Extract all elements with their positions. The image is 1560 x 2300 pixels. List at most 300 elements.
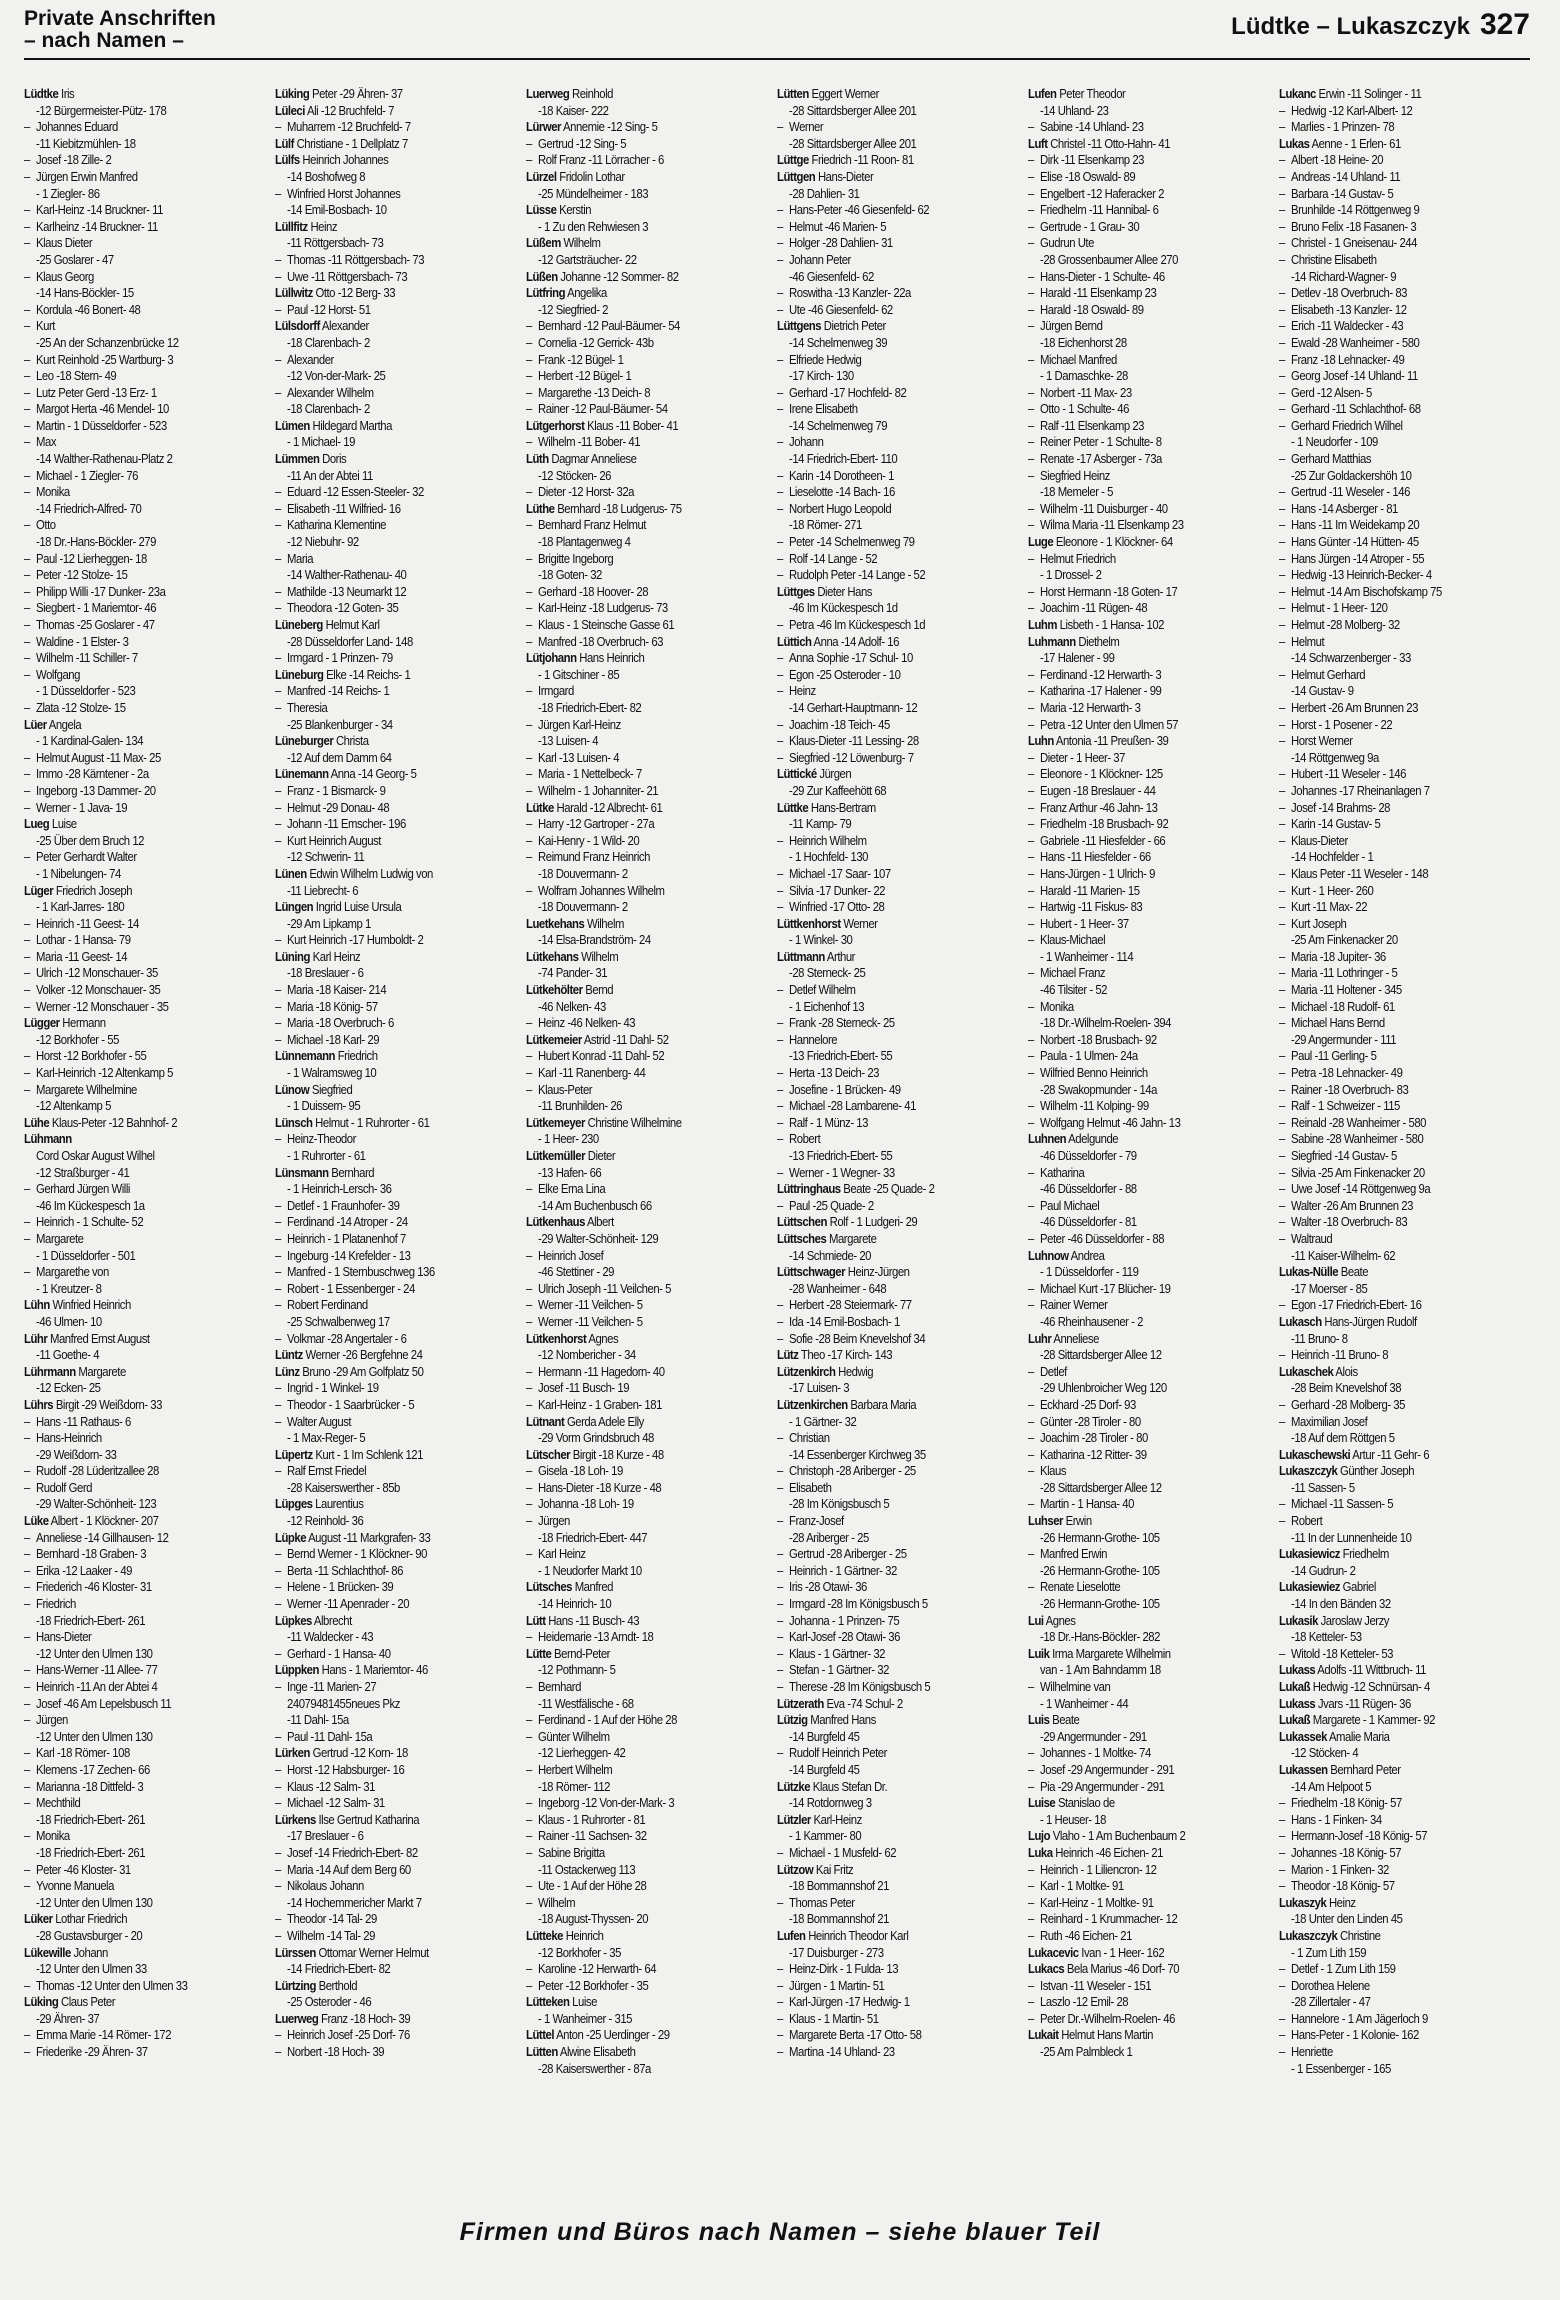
entry-details: Bruno Felix -18 Fasanen- 3 (1291, 218, 1417, 234)
sub-entry (1028, 1895, 1240, 1912)
sub-entry (24, 1978, 236, 1995)
sub-entry (777, 982, 989, 999)
continuation-line: -25 An der Schanzenbrücke 12 (36, 334, 179, 350)
entry-details: Rolf -14 Lange - 52 (789, 550, 878, 566)
surname-entry (777, 1181, 989, 1198)
entry-details: Hans Jürgen -14 Atroper - 55 (1291, 550, 1425, 566)
dash-marker: – (526, 1496, 532, 1512)
entry-details: Christel - 1 Gneisenau- 244 (1291, 235, 1417, 251)
entry-details: Elke -14 Reichs- 1 (323, 666, 411, 682)
continuation-line: -11 Goethe- 4 (36, 1347, 100, 1363)
entry-details: Maria -11 Lothringer - 5 (1291, 965, 1398, 981)
sub-entry (24, 634, 236, 651)
surname: Lütteken (526, 1994, 570, 2010)
entry-details: Alexander (287, 351, 334, 367)
surname-entry (275, 766, 487, 783)
entry-details: Ferdinand - 1 Auf der Höhe 28 (538, 1712, 677, 1728)
dash-marker: – (1028, 782, 1034, 798)
surname-entry (777, 584, 989, 601)
sub-entry (1279, 1148, 1491, 1165)
entry-details: Dorothea Helene (1291, 1977, 1370, 1993)
entry-details: Robert (789, 1131, 821, 1147)
dash-marker: – (777, 301, 783, 317)
entry-details: Michael -18 Rudolf- 61 (1291, 998, 1395, 1014)
entry-details: Georg Josef -14 Uhland- 11 (1291, 368, 1418, 384)
continuation-line: 24079481455neues Pkz (287, 1695, 400, 1711)
dash-marker: – (275, 185, 281, 201)
entry-details: Peter Gerhardt Walter (36, 849, 137, 865)
surname: Luerweg (526, 86, 570, 101)
dash-marker: – (1279, 285, 1285, 301)
dash-marker: – (777, 1297, 783, 1313)
sub-entry (275, 551, 487, 568)
surname: Lüttich (777, 633, 812, 649)
entry-details: Istvan -11 Weseler - 151 (1040, 1977, 1152, 1993)
sub-entry (275, 1131, 487, 1148)
continuation-line: -18 Friedrich-Ebert- 82 (538, 699, 642, 715)
sub-entry (526, 551, 738, 568)
entry-details: Detlef - 1 Zum Lith 159 (1291, 1961, 1396, 1977)
dash-marker: – (24, 168, 30, 184)
entry-details: Reiner Peter - 1 Schulte- 8 (1040, 434, 1162, 450)
entry-details: Norbert Hugo Leopold (789, 500, 892, 516)
entry-details: Eduard -12 Essen-Steeler- 32 (287, 484, 424, 500)
entry-details: Michael -11 Sassen- 5 (1291, 1496, 1394, 1512)
dash-marker: – (1279, 334, 1285, 350)
continuation-line: -28 Dahlien- 31 (789, 185, 860, 201)
entry-details: Karl Heinz (309, 948, 361, 964)
sub-entry (1279, 235, 1491, 252)
dash-marker: – (24, 467, 30, 483)
sub-entry (1028, 866, 1240, 883)
dash-marker: – (275, 119, 281, 135)
sub-entry (1028, 1911, 1240, 1928)
sub-entry (1028, 418, 1240, 435)
entry-details: Ivan - 1 Heer- 162 (1078, 1944, 1165, 1960)
surname: Lütz (777, 1347, 799, 1363)
dash-marker: – (1028, 965, 1034, 981)
sub-entry (1028, 302, 1240, 319)
surname: Lüking (275, 86, 310, 101)
sub-entry (1028, 1430, 1240, 1447)
entry-details: Astrid -11 Dahl- 52 (581, 1031, 669, 1047)
continuation-line: - 1 Kreutzer- 8 (36, 1280, 102, 1296)
dash-marker: – (1028, 1280, 1034, 1296)
dash-marker: – (24, 567, 30, 583)
dash-marker: – (1028, 1778, 1034, 1794)
dash-marker: – (24, 650, 30, 666)
entry-details: Johann (789, 434, 824, 450)
surname-entry (24, 1297, 236, 1314)
dash-marker: – (1028, 1745, 1034, 1761)
surname-entry (777, 1397, 989, 1414)
surname-entry (275, 136, 487, 153)
entry-details: Bernd-Peter (551, 1645, 610, 1661)
surname-entry (275, 418, 487, 435)
surname: Luge (1028, 534, 1054, 550)
sub-entry (1279, 1513, 1491, 1530)
entry-details: Zlata -12 Stolze- 15 (36, 699, 126, 715)
sub-entry (777, 302, 989, 319)
dash-marker: – (1279, 948, 1285, 964)
sub-entry (1028, 1115, 1240, 1132)
continuation-line: van - 1 Am Bahndamm 18 (1040, 1662, 1161, 1678)
continuation-line: -46 Im Kückespesch 1a (36, 1197, 145, 1213)
entry-details: Klemens -17 Zechen- 66 (36, 1761, 150, 1777)
entry-details: Franz Arthur -46 Jahn- 13 (1040, 799, 1158, 815)
entry-details: Kurt Joseph (1291, 915, 1347, 931)
sub-entry (24, 1563, 236, 1580)
page-number: 327 (1479, 8, 1530, 41)
entry-details: Walter August (287, 1413, 352, 1429)
dash-marker: – (526, 617, 532, 632)
surname: Lünnemann (275, 1048, 336, 1064)
sub-entry (1028, 1878, 1240, 1895)
surname-entry (1028, 136, 1240, 153)
continuation-line: -18 Friedrich-Ebert- 261 (36, 1844, 146, 1860)
entry-details: Kai-Henry - 1 Wild- 20 (538, 832, 640, 848)
surname-entry (526, 1214, 738, 1231)
surname: Lünsmann (275, 1164, 329, 1180)
dash-marker: – (24, 1579, 30, 1595)
continuation-line: -11 Westfälische - 68 (538, 1695, 634, 1711)
dash-marker: – (777, 1031, 783, 1047)
sub-entry (1279, 999, 1491, 1016)
entry-details: Manfred -14 Reichs- 1 (287, 683, 390, 699)
dash-marker: – (275, 1230, 281, 1246)
sub-entry (24, 385, 236, 402)
sub-entry (526, 1181, 738, 1198)
entry-details: Herbert -12 Bügel- 1 (538, 368, 632, 384)
entry-details: Winfried Horst Johannes (287, 185, 401, 201)
entry-details: Birgit -29 Weißdorn- 33 (53, 1396, 162, 1412)
continuation-line: -12 Auf dem Damm 64 (287, 749, 392, 765)
surname: Lukasiewiez (1279, 1579, 1340, 1595)
continuation-line: -18 Bommannshof 21 (789, 1911, 889, 1927)
surname-entry (275, 86, 487, 103)
sub-entry (777, 1895, 989, 1912)
sub-entry (777, 1646, 989, 1663)
entry-details: Peter Dr.-Wilhelm-Roelen- 46 (1040, 2010, 1175, 2026)
sub-entry (1028, 517, 1240, 534)
entry-details: Karl-Heinz -18 Ludgerus- 73 (538, 600, 668, 616)
entry-details: Norbert -18 Hoch- 39 (287, 2044, 385, 2060)
dash-marker: – (275, 1463, 281, 1479)
dash-marker: – (1279, 2027, 1285, 2043)
dash-marker: – (777, 1961, 783, 1977)
sub-entry (275, 1414, 487, 1431)
sub-entry (24, 617, 236, 634)
sub-entry (1279, 883, 1491, 900)
entry-details: Joachim -18 Teich- 45 (789, 716, 890, 732)
sub-entry (526, 1314, 738, 1331)
entry-details: Werner -26 Bergfehne 24 (302, 1347, 423, 1363)
sub-entry (275, 1928, 487, 1945)
sub-entry (1028, 849, 1240, 866)
entry-details: Karl-Heinz -14 Bruckner- 11 (36, 202, 163, 218)
entry-details: Walter -26 Am Brunnen 23 (1291, 1197, 1413, 1213)
surname: Lützenkirchen (777, 1396, 848, 1412)
entry-details: Wilhelm -11 Duisburger - 40 (1040, 500, 1168, 516)
continuation-line: -28 Kaiserswerther - 87a (538, 2060, 651, 2076)
continuation-line: -18 Eichenhorst 28 (1040, 334, 1127, 350)
dash-marker: – (1279, 1844, 1285, 1860)
continuation-line: -14 Uhland- 23 (1040, 102, 1109, 118)
dash-marker: – (1279, 832, 1285, 848)
entry-details: Hildegard Martha (309, 417, 392, 433)
surname: Luhr (1028, 1330, 1052, 1346)
entry-details: Lisbeth - 1 Hansa- 102 (1056, 617, 1165, 632)
sub-entry (1279, 385, 1491, 402)
entry-details: Klaus-Dieter (1291, 832, 1348, 848)
continuation-line: -29 Zur Kaffeehött 68 (789, 782, 887, 798)
sub-entry (24, 916, 236, 933)
surname: Lütkehans (526, 948, 579, 964)
dash-marker: – (1028, 1446, 1034, 1462)
entry-details: Kai Fritz (813, 1861, 854, 1877)
entry-details: Pia -29 Angermunder - 291 (1040, 1778, 1165, 1794)
sub-entry (777, 235, 989, 252)
surname: Luhnen (1028, 1131, 1067, 1147)
entry-details: Bernhard -12 Paul-Bäumer- 54 (538, 318, 680, 334)
dash-marker: – (1279, 1645, 1285, 1661)
dash-marker: – (777, 1662, 783, 1678)
entry-details: Jürgen (538, 1513, 570, 1529)
entry-details: Laszlo -12 Emil- 28 (1040, 1994, 1129, 2010)
dash-marker: – (1028, 749, 1034, 765)
entry-details: Klaus-Peter -12 Bahnhof- 2 (49, 1114, 178, 1130)
sub-entry (24, 551, 236, 568)
sub-entry (777, 1165, 989, 1182)
sub-entry (275, 1231, 487, 1248)
entry-details: Hans-Heinrich (36, 1430, 102, 1446)
sub-entry (24, 1048, 236, 1065)
continuation-line: -25 Über dem Bruch 12 (36, 832, 144, 848)
continuation-line: - 1 Karl-Jarres- 180 (36, 899, 125, 915)
dash-marker: – (777, 1114, 783, 1130)
dash-marker: – (1028, 899, 1034, 915)
dash-marker: – (1279, 1048, 1285, 1064)
dash-marker: – (526, 1546, 532, 1562)
entry-details: Theodor -18 König- 57 (1291, 1878, 1395, 1894)
dash-marker: – (526, 1048, 532, 1064)
surname: Lüneberg (275, 617, 323, 632)
entry-details: Gertrud -12 Korn- 18 (309, 1745, 408, 1761)
dash-marker: – (777, 2027, 783, 2043)
surname-entry (777, 1264, 989, 1281)
entry-details: Christine Wilhelmine (584, 1114, 682, 1130)
entry-details: Martin - 1 Düsseldorfer - 523 (36, 417, 167, 433)
sub-entry (1028, 219, 1240, 236)
sub-entry (1028, 683, 1240, 700)
surname-entry (1279, 136, 1491, 153)
dash-marker: – (24, 633, 30, 649)
entry-details: Heinz (1326, 1894, 1356, 1910)
surname-entry (526, 1115, 738, 1132)
sub-entry (1028, 1065, 1240, 1082)
sub-entry (1279, 733, 1491, 750)
sub-entry (275, 501, 487, 518)
entry-details: Gabriel (1339, 1579, 1376, 1595)
entry-details: Ruth -46 Eichen- 21 (1040, 1927, 1132, 1943)
entry-details: Josefine - 1 Brücken- 49 (789, 1081, 901, 1097)
entry-details: Roswitha -13 Kanzler- 22a (789, 285, 911, 301)
dash-marker: – (1028, 865, 1034, 881)
entry-details: Diethelm (1075, 633, 1120, 649)
entry-details: Heinz (307, 218, 338, 234)
sub-entry (1279, 1347, 1491, 1364)
entry-details: Ingeborg -13 Dammer- 20 (36, 782, 156, 798)
sub-entry (1279, 982, 1491, 999)
entry-details: Klaus -11 Bober- 41 (584, 417, 679, 433)
continuation-line: -12 Siegfried- 2 (538, 301, 609, 317)
sub-entry (777, 1098, 989, 1115)
entry-details: Paula - 1 Ulmen- 24a (1040, 1048, 1138, 1064)
sub-entry (275, 683, 487, 700)
surname: Lüttge (777, 152, 809, 168)
dash-marker: – (275, 1031, 281, 1047)
entry-details: Johann Peter (789, 251, 851, 267)
entry-details: Gerhard -18 Hoover- 28 (538, 583, 649, 599)
dash-marker: – (1028, 583, 1034, 599)
entry-details: Josef -46 Am Lepelsbusch 11 (36, 1695, 172, 1711)
surname: Lüttgen (777, 168, 816, 184)
sub-entry (1028, 1679, 1240, 1696)
dash-marker: – (1279, 1131, 1285, 1147)
surname: Lüsse (526, 202, 557, 218)
entry-details: Gabriele -11 Hiesfelder - 66 (1040, 832, 1166, 848)
continuation-line: -46 Nelken- 43 (538, 998, 606, 1014)
dash-marker: – (777, 1197, 783, 1213)
entry-details: Margarete - 1 Kammer- 92 (1310, 1712, 1435, 1728)
dash-marker: – (1279, 550, 1285, 566)
sub-entry (24, 202, 236, 219)
dash-marker: – (1279, 351, 1285, 367)
dash-marker: – (1279, 500, 1285, 516)
continuation-line: -14 Schwarzenberger - 33 (1291, 650, 1411, 666)
entry-details: Wilhelm (584, 915, 624, 931)
sub-entry (1279, 965, 1491, 982)
dash-marker: – (275, 1214, 281, 1230)
dash-marker: – (24, 1413, 30, 1429)
entry-details: Aenne - 1 Erlen- 61 (1309, 135, 1401, 151)
name-range: Lüdtke – Lukaszczyk (1231, 13, 1470, 40)
dash-marker: – (1279, 915, 1285, 931)
dash-marker: – (777, 832, 783, 848)
continuation-line: -17 Moerser - 85 (1291, 1280, 1368, 1296)
continuation-line: - 1 Zum Lith 159 (1291, 1944, 1367, 1960)
sub-entry (526, 816, 738, 833)
dash-marker: – (1028, 185, 1034, 201)
entry-details: Ida -14 Emil-Bosbach- 1 (789, 1313, 900, 1329)
sub-entry (1279, 501, 1491, 518)
dash-marker: – (1028, 1977, 1034, 1993)
entry-details: Silvia -17 Dunker- 22 (789, 882, 886, 898)
dash-marker: – (275, 1562, 281, 1578)
continuation-line: -14 In den Bänden 32 (1291, 1596, 1391, 1612)
surname-entry (1028, 1513, 1240, 1530)
entry-details: Irmgard -28 Im Königsbusch 5 (789, 1596, 928, 1612)
surname: Lütt (526, 1612, 546, 1628)
sub-entry (1028, 1281, 1240, 1298)
entry-details: Klaus-Michael (1040, 932, 1106, 948)
dash-marker: – (777, 1479, 783, 1495)
sub-entry (1279, 335, 1491, 352)
entry-details: Kurt Heinrich -17 Humboldt- 2 (287, 932, 424, 948)
sub-entry (24, 1579, 236, 1596)
dash-marker: – (275, 2027, 281, 2043)
entry-details: Bernhard Peter (1327, 1761, 1401, 1777)
surname-entry (275, 1613, 487, 1630)
continuation-line: -11 Röttgersbach- 73 (287, 235, 384, 251)
entry-details: Helmut Friedrich (1040, 550, 1116, 566)
sub-entry (777, 866, 989, 883)
dash-marker: – (1028, 384, 1034, 400)
entry-details: Karl - 1 Moltke- 91 (1040, 1878, 1124, 1894)
entry-details: Heinrich - 1 Liliencron- 12 (1040, 1861, 1157, 1877)
continuation-line: -18 August-Thyssen- 20 (538, 1911, 649, 1927)
sub-entry (526, 1397, 738, 1414)
sub-entry (24, 1214, 236, 1231)
surname: Lütkenhorst (526, 1330, 587, 1346)
sub-entry (275, 800, 487, 817)
entry-details: Klaus-Peter (538, 1081, 593, 1097)
continuation-line: -18 Breslauer - 6 (287, 965, 364, 981)
dash-marker: – (275, 1197, 281, 1213)
dash-marker: – (777, 1065, 783, 1081)
entry-details: Gerhard Matthias (1291, 451, 1372, 467)
sub-entry (777, 1745, 989, 1762)
surname-entry (777, 1214, 989, 1231)
entry-details: Jaroslaw Jerzy (1317, 1612, 1389, 1628)
entry-details: Karl-Josef -28 Otawi- 36 (789, 1629, 900, 1645)
dash-marker: – (275, 816, 281, 832)
entry-details: Albert - 1 Klöckner- 207 (48, 1513, 159, 1529)
sub-entry (1028, 1579, 1240, 1596)
dash-marker: – (275, 1396, 281, 1412)
surname-entry (1028, 733, 1240, 750)
surname-entry (526, 650, 738, 667)
dash-marker: – (1279, 1396, 1285, 1412)
sub-entry (275, 252, 487, 269)
entry-details: Heinrich - 1 Schulte- 52 (36, 1214, 144, 1230)
sub-entry (1279, 1812, 1491, 1829)
dash-marker: – (526, 1247, 532, 1263)
entry-details: Volkmar -28 Angertaler - 6 (287, 1330, 407, 1346)
sub-entry (1279, 368, 1491, 385)
entry-details: Heinrich (563, 1927, 604, 1943)
continuation-line: - 1 Max-Reger- 5 (287, 1430, 366, 1446)
dash-marker: – (526, 1065, 532, 1081)
entry-details: Elke Erna Lina (538, 1181, 606, 1197)
continuation-line: -14 Gustav- 9 (1291, 683, 1354, 699)
sub-entry (777, 1331, 989, 1348)
dash-marker: – (526, 1828, 532, 1844)
continuation-line: - 1 Ruhrorter - 61 (287, 1148, 366, 1163)
entry-details: Witold -18 Ketteler- 53 (1291, 1645, 1394, 1661)
entry-details: Werner -11 Apenrader - 20 (287, 1596, 410, 1612)
sub-entry (1279, 766, 1491, 783)
dash-marker: – (1279, 517, 1285, 533)
dash-marker: – (777, 716, 783, 732)
continuation-line: -12 Straßburger - 41 (36, 1164, 130, 1180)
sub-entry (526, 401, 738, 418)
sub-entry (777, 650, 989, 667)
entry-details: Rolf Franz -11 Lörracher - 6 (538, 152, 664, 168)
surname: Lüke (24, 1513, 49, 1529)
sub-entry (275, 700, 487, 717)
entry-details: Hans-Dieter (36, 1629, 92, 1645)
